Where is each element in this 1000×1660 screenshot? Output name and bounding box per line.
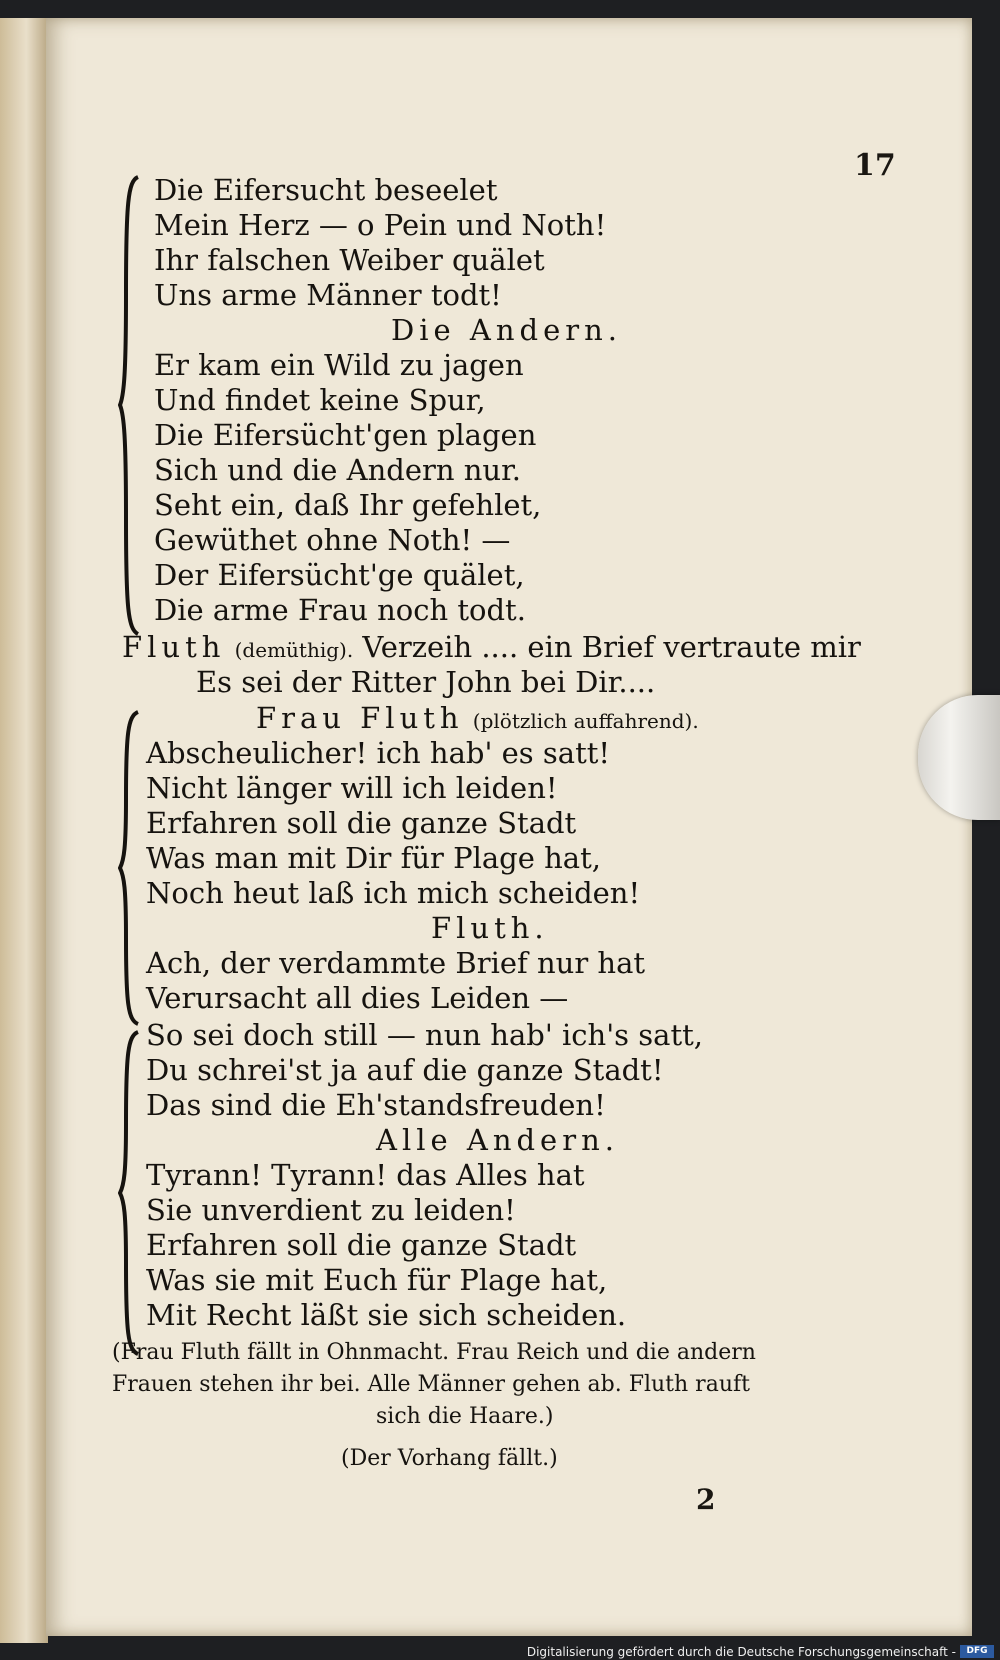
verse-line: Verursacht all dies Leiden — [146,981,569,1015]
speaker-line [256,701,699,738]
verse-line: Er kam ein Wild zu jagen [154,348,524,382]
curtain-direction: (Der Vorhang fällt.) [341,1446,558,1471]
verse-line: Die Eifersucht beseelet [154,173,498,207]
stage-direction-inline: (plötzlich auffahrend). [472,709,699,733]
verse-line: Erfahren soll die ganze Stadt [146,806,577,840]
verse-line: Der Eifersücht'ge quälet, [154,558,525,592]
verse-line: Die Eifersücht'gen plagen [154,418,537,452]
bracket-brace-3 [118,1028,142,1358]
verse-line: Du schrei'st ja auf die ganze Stadt! [146,1053,664,1087]
verse-line: Die arme Frau noch todt. [154,593,526,627]
verse-line: Ihr falschen Weiber quälet [154,243,545,277]
stage-direction: Frauen stehen ihr bei. Alle Männer gehen ab. Fluth rauft [112,1372,750,1397]
verse-line: Uns arme Männer todt! [154,278,502,312]
verse-line: Sie unverdient zu leiden! [146,1193,516,1227]
speaker-label: Fluth [122,630,226,664]
book-page [46,18,972,1636]
verse-line: Tyrann! Tyrann! das Alles hat [146,1158,585,1192]
bracket-brace-2 [118,708,142,1028]
stage-direction: (Frau Fluth fällt in Ohnmacht. Frau Reich und die andern [112,1340,756,1365]
adjacent-page-edge [0,18,48,1643]
verse-line: Ach, der verdammte Brief nur hat [146,946,646,980]
speaker-label: Frau Fluth [256,701,464,735]
speaker-label: Die Andern. [391,313,623,347]
dfg-logo: DFG [960,1645,994,1658]
stage-direction-inline: (demüthig). [234,638,354,662]
verse-line: Sich und die Andern nur. [154,453,521,487]
page-number: 17 [854,148,896,183]
verse-line: Das sind die Eh'standsfreuden! [146,1088,606,1122]
bracket-brace-1 [118,173,142,638]
signature-mark: 2 [696,1483,716,1516]
verse-line: Mit Recht läßt sie sich scheiden. [146,1298,627,1332]
verse-line: Mein Herz — o Pein und Noth! [154,208,607,242]
verse-line: Nicht länger will ich leiden! [146,771,558,805]
footer-credit: Digitalisierung gefördert durch die Deutsche Forschungsgemeinschaft - [526,1645,956,1659]
verse-line: Gewüthet ohne Noth! — [154,523,511,557]
verse-line: Erfahren soll die ganze Stadt [146,1228,577,1262]
dialogue-line [122,630,861,667]
dialogue-text: Verzeih .... ein Brief vertraute mir [362,630,861,664]
verse-line: Seht ein, daß Ihr gefehlet, [154,488,542,522]
speaker-label: Fluth. [431,911,549,945]
verse-line: Was man mit Dir für Plage hat, [146,841,601,875]
dialogue-line: Es sei der Ritter John bei Dir.... [196,665,656,699]
speaker-label: Alle Andern. [376,1123,619,1157]
verse-line: Was sie mit Euch für Plage hat, [146,1263,608,1297]
verse-line: Abscheulicher! ich hab' es satt! [146,736,611,770]
stage-direction: sich die Haare.) [376,1404,554,1429]
verse-line: Noch heut laß ich mich scheiden! [146,876,641,910]
verse-line: So sei doch still — nun hab' ich's satt, [146,1018,703,1052]
verse-line: Und findet keine Spur, [154,383,486,417]
